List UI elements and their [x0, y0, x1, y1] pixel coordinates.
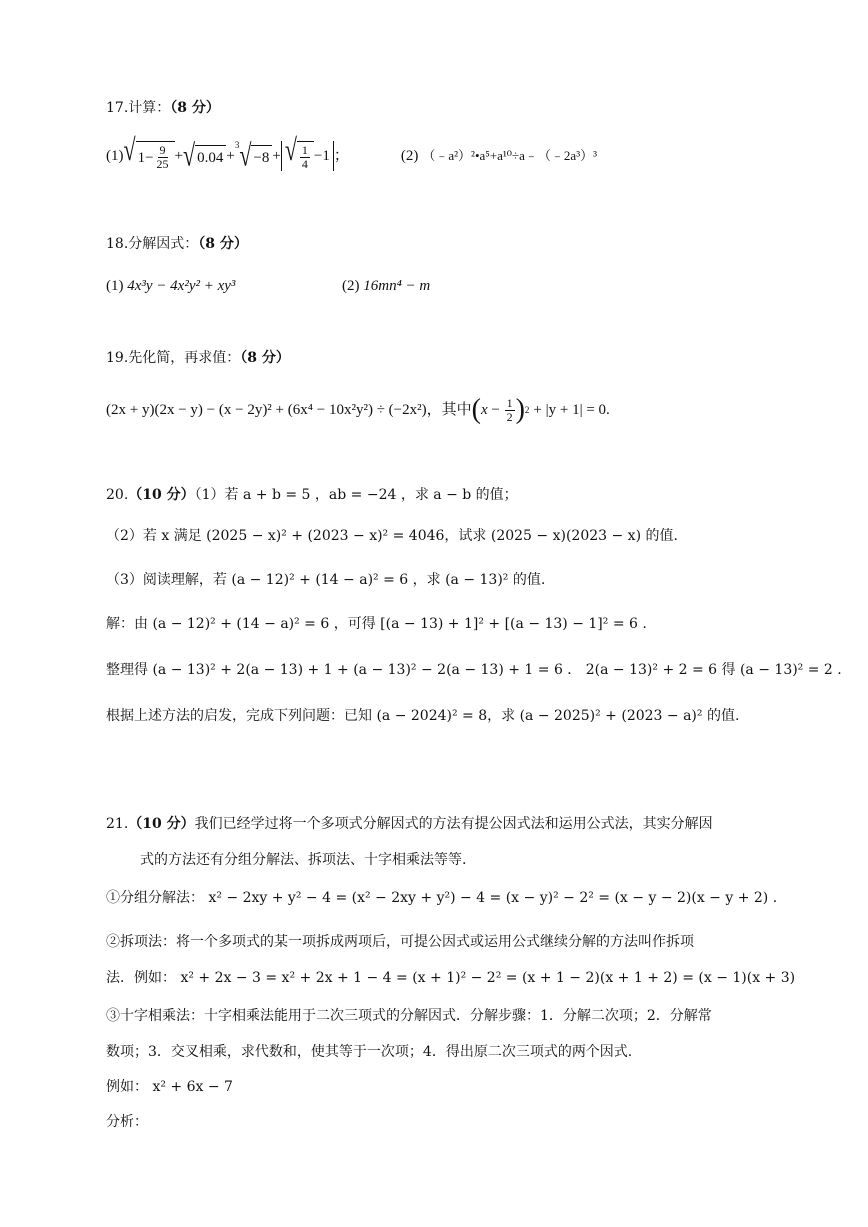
- q21-intro-2: 式的方法还有分组分解法、拆项法、十字相乘法等等.: [140, 852, 467, 868]
- q21-method-3a: ③十字相乘法：十字相乘法能用于二次三项式的分解因式．分解步骤：1．分解二次项；2．分解常: [106, 1008, 712, 1024]
- q21-method-3b: 数项；3．交叉相乘，求代数和，使其等于一次项；4．得出原二次三项式的两个因式.: [106, 1044, 633, 1060]
- q20-solution-3: 根据上述方法的启发，完成下列问题：已知 (a − 2024)² = 8，求 (a − 2025)² + (2023 − a)² 的值.: [106, 708, 740, 724]
- q18-part2: (2) 16mn⁴ − m: [342, 278, 431, 294]
- q21-method-2a: ②拆项法：将一个多项式的某一项拆成两项后，可提公因式或运用公式继续分解的方法叫作拆项: [106, 934, 694, 950]
- q20-solution-2: 整理得 (a − 13)² + 2(a − 13) + 1 + (a − 13)² − 2(a − 13) + 1 = 6 ． 2(a − 13)² + 2 = 6 得 (a − 13)² = 2 .: [106, 662, 842, 678]
- q20-part3: （3）阅读理解，若 (a − 12)² + (14 − a)² = 6 ，求 (a − 13)² 的值.: [106, 572, 546, 588]
- q21-example: 例如： x² + 6x − 7: [106, 1079, 233, 1095]
- q17-part1: (1) √ 1− $\frac{9}{25}$ + √ 0.04 + 3 √ −8 + √ $\frac{1}{4}$ −1 ； (2) （﹣a²）²•a⁵+a¹⁰÷a﹣（﹣2a³）³: [106, 132, 597, 173]
- q18-part1: (1) 4x³y − 4x²y² + xy³: [106, 278, 236, 294]
- abs-expression: √ $\frac{1}{4}$ −1: [281, 141, 334, 171]
- sqrt-expression-2: √ 0.04: [183, 145, 226, 168]
- q21-analysis: 分析：: [106, 1114, 148, 1130]
- cbrt-expression: 3 √ −8: [235, 145, 273, 168]
- q18-header: 18.分解因式：（8 分）: [106, 236, 248, 252]
- q20-part1: 20.（10 分）（1）若 a + b = 5 ，ab = −24 ，求 a − b 的值；: [106, 487, 518, 503]
- q20-solution-1: 解：由 (a − 12)² + (14 − a)² = 6 ，可得 [(a − 13) + 1]² + [(a − 13) − 1]² = 6 .: [106, 616, 647, 632]
- q17-header: 17.计算：（8 分）: [106, 100, 220, 116]
- q19-expression: (2x + y)(2x − y) − (x − 2y)² + (6x⁴ − 10x²y²) ÷ (−2x²)，其中 ( x − $\frac{1}{2}$ ) 2 + |y + 1| = 0.: [106, 394, 610, 425]
- q21-intro-1: 21.（10 分）我们已经学过将一个多项式分解因式的方法有提公因式法和运用公式法，其实分解因: [106, 816, 713, 832]
- q21-method-1: ①分组分解法： x² − 2xy + y² − 4 = (x² − 2xy + y²) − 4 = (x − y)² − 2² = (x − y − 2)(x − y + 2) .: [106, 890, 778, 906]
- q19-header: 19.先化简，再求值：（8 分）: [106, 350, 290, 366]
- q21-method-2b: 法．例如： x² + 2x − 3 = x² + 2x + 1 − 4 = (x + 1)² − 2² = (x + 1 − 2)(x + 1 + 2) = (x − 1)(x + 3): [106, 970, 796, 986]
- sqrt-expression-1: √ 1− $\frac{9}{25}$: [124, 141, 175, 171]
- q20-part2: （2）若 x 满足 (2025 − x)² + (2023 − x)² = 4046，试求 (2025 − x)(2023 − x) 的值.: [106, 528, 678, 544]
